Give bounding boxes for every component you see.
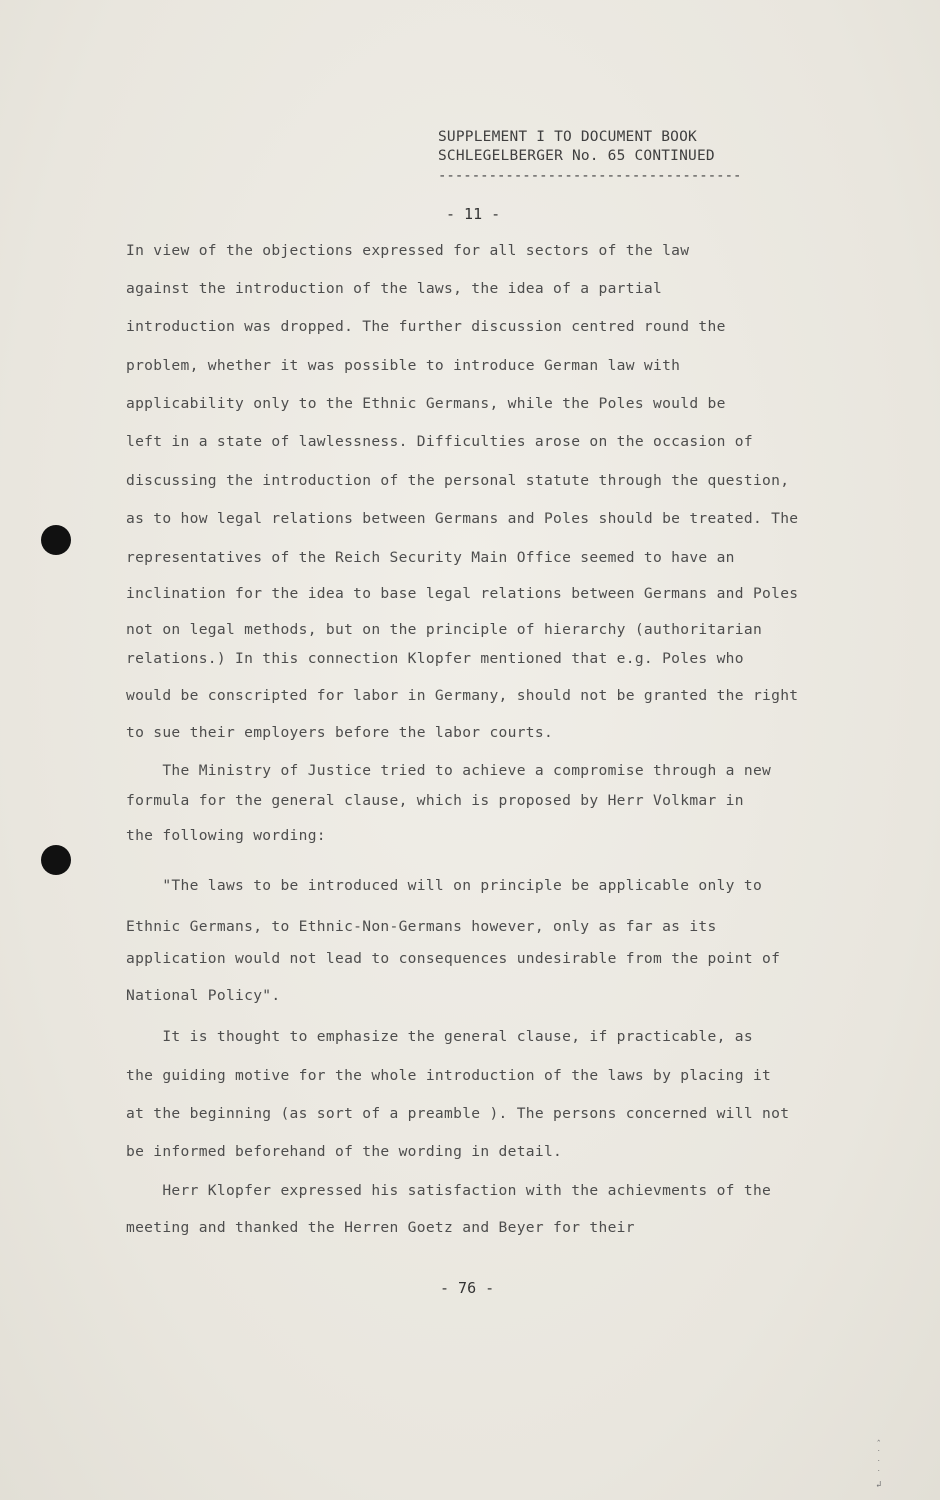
text-line: applicability only to the Ethnic Germans, while the Poles would be	[126, 395, 726, 412]
text-line: be informed beforehand of the wording in detail.	[126, 1143, 563, 1160]
punch-hole-lower	[41, 845, 71, 875]
text-line: problem, whether it was possible to introduce German law with	[126, 357, 681, 374]
text-line: inclination for the idea to base legal relations between Germans and Poles	[126, 585, 799, 602]
page-number-top: - 11 -	[446, 205, 501, 223]
header-rule: ------------------------------------	[438, 168, 742, 184]
text-line: not on legal methods, but on the principle of hierarchy (authoritarian	[126, 621, 763, 638]
text-line: It is thought to emphasize the general clause, if practicable, as	[126, 1028, 753, 1045]
text-line: National Policy".	[126, 987, 281, 1004]
header-line-1: SUPPLEMENT I TO DOCUMENT BOOK	[438, 129, 697, 145]
text-line: against the introduction of the laws, the idea of a partial	[126, 280, 663, 297]
text-line: left in a state of lawlessness. Difficulties arose on the occasion of	[126, 433, 753, 450]
header-line-2: SCHLEGELBERGER No. 65 CONTINUED	[438, 148, 715, 164]
text-line: at the beginning (as sort of a preamble ). The persons concerned will not	[126, 1105, 790, 1122]
text-line: In view of the objections expressed for all sectors of the law	[126, 242, 690, 259]
text-line: representatives of the Reich Security Main Office seemed to have an	[126, 549, 735, 566]
text-line: the following wording:	[126, 827, 326, 844]
text-line: to sue their employers before the labor courts.	[126, 724, 554, 741]
page-number-bottom: - 76 -	[440, 1279, 495, 1297]
text-line: The Ministry of Justice tried to achieve a compromise through a new	[126, 762, 772, 779]
text-line: meeting and thanked the Herren Goetz and Beyer for their	[126, 1219, 635, 1236]
text-line: relations.) In this connection Klopfer mentioned that e.g. Poles who	[126, 650, 744, 667]
margin-mark: ˆ ˙ ˙ ˙ ↲	[876, 1440, 882, 1490]
text-line: Ethnic Germans, to Ethnic-Non-Germans however, only as far as its	[126, 918, 717, 935]
document-header	[438, 128, 715, 166]
text-line: "The laws to be introduced will on principle be applicable only to	[126, 877, 763, 894]
text-line: application would not lead to consequences undesirable from the point of	[126, 950, 781, 967]
text-line: the guiding motive for the whole introduction of the laws by placing it	[126, 1067, 772, 1084]
text-line: discussing the introduction of the personal statute through the question,	[126, 472, 790, 489]
text-line: would be conscripted for labor in Germany, should not be granted the right	[126, 687, 799, 704]
text-line: introduction was dropped. The further discussion centred round the	[126, 318, 726, 335]
text-line: formula for the general clause, which is proposed by Herr Volkmar in	[126, 792, 744, 809]
text-line: as to how legal relations between Germans and Poles should be treated. The	[126, 510, 799, 527]
punch-hole-upper	[41, 525, 71, 555]
text-line: Herr Klopfer expressed his satisfaction with the achievments of the	[126, 1182, 772, 1199]
